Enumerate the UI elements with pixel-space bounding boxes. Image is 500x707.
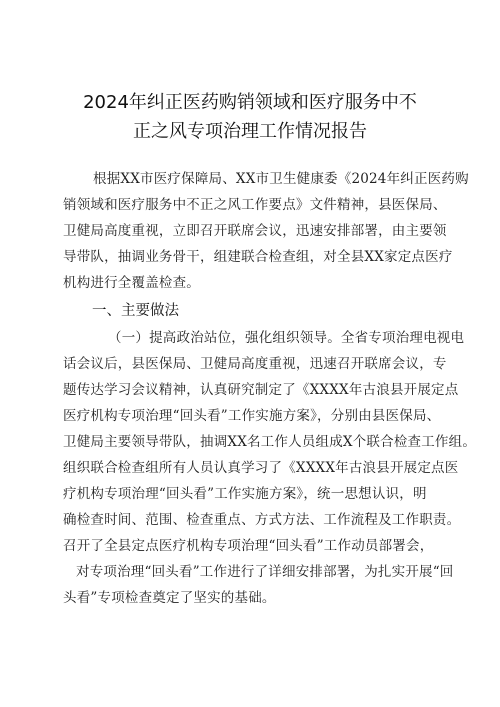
intro-line: 机构进行全覆盖检查。 [63,275,200,291]
body-line: 话会议后，县医保局、卫健局高度重视，迅速召开联席会议，专 [63,356,447,372]
intro-line: 卫健局高度重视，立即召开联席会议，迅速安排部署，由主要领 [63,223,447,239]
body-line: （一）提高政治站位，强化组织领导。全省专项治理电视电 [108,330,465,346]
body-line: 确检查时间、范围、检查重点、方式方法、工作流程及工作职责。 [63,512,461,528]
body-line: 疗机构专项治理“回头看”工作实施方案》，统一思想认识，明 [63,486,427,502]
document-title-line-1: 2024年纠正医药购销领域和医疗服务中不 [83,92,417,113]
body-line: 对专项治理“回头看”工作进行了详细安排部署，为扎实开展“回 [76,564,454,580]
body-line: 头看”专项检查奠定了坚实的基础。 [63,590,276,606]
body-line: 卫健局主要领导带队，抽调XX名工作人员组成X个联合检查工作组。 [63,434,477,450]
intro-line: 根据XX市医疗保障局、XX市卫生健康委《2024年纠正医药购 [93,171,469,187]
document-title-line-2: 正之风专项治理工作情况报告 [133,121,367,142]
body-line: 题传达学习会议精神，认真研究制定了《XXXX年古浪县开展定点 [63,382,459,398]
body-line: 组织联合检查组所有人员认真学习了《XXXX年古浪县开展定点医 [63,460,459,476]
body-line: 召开了全县定点医疗机构专项治理“回头看”工作动员部署会， [63,538,434,554]
body-line: 医疗机构专项治理“回头看”工作实施方案》，分别由县医保局、 [63,408,441,424]
section-heading: 一、主要做法 [92,303,179,319]
intro-line: 导带队，抽调业务骨干，组建联合检查组，对全县XX家定点医疗 [63,249,453,265]
intro-line: 销领域和医疗服务中不正之风工作要点》文件精神，县医保局、 [63,197,447,213]
